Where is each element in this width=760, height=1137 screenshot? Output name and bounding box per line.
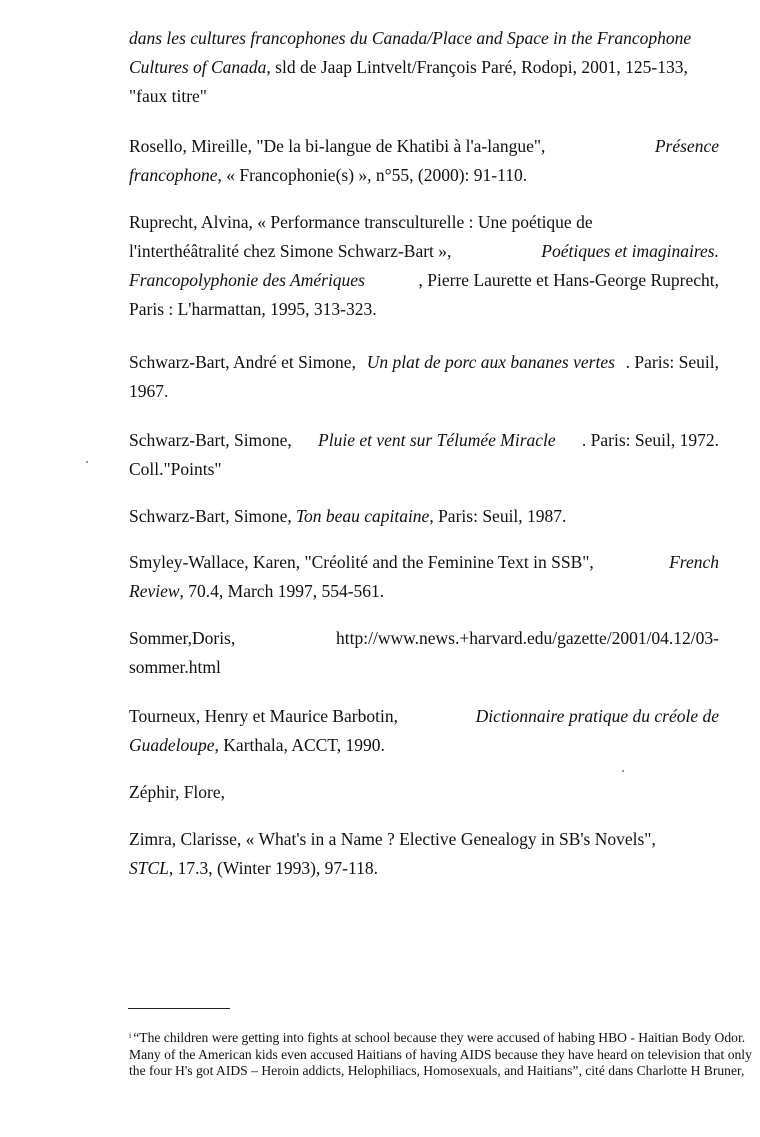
ref-text: , sld de Jaap Lintvelt/François Paré, Rodopi, 2001, 125-133, <box>266 57 688 77</box>
ref-text: . Paris: Seuil, <box>625 352 719 372</box>
ref-text: Sommer,Doris, <box>129 628 236 648</box>
bib-entry-tourneux <box>129 702 719 760</box>
footnote-text: “The children were getting into fights at school because they were accused of habing HBO - Haitian Body Odor. <box>133 1030 746 1045</box>
bib-entry-zimra <box>129 825 719 883</box>
bib-line <box>129 825 719 854</box>
bib-line <box>129 653 719 682</box>
title-text: Guadeloupe <box>129 735 215 755</box>
bib-entry-lintvelt <box>129 24 719 111</box>
bib-entry-schwarz-bart-1987 <box>129 502 719 531</box>
ref-text: , « Francophonie(s) », n°55, (2000): 91-110. <box>217 165 528 185</box>
title-text: Poétiques et imaginaires. <box>541 241 719 261</box>
footnote-text: the four H's got AIDS – Heroin addicts, Helophiliacs, Homosexuals, and Haitians”, cité dans Charlotte H Bruner, <box>129 1063 745 1078</box>
ref-text: Schwarz-Bart, Simone, <box>129 506 292 526</box>
bib-line <box>129 132 719 161</box>
ref-text: "faux titre" <box>129 86 207 106</box>
title-text: Francopolyphonie des Amériques <box>129 270 365 290</box>
bib-line <box>129 161 719 190</box>
bib-line <box>129 348 719 377</box>
footnote-marker: i <box>129 1031 132 1040</box>
bib-line <box>129 237 719 266</box>
ref-text: 1967. <box>129 381 169 401</box>
title-text: Pluie et vent sur Télumée Miracle <box>318 430 556 450</box>
footnote-line <box>129 1063 745 1080</box>
footnote-line <box>129 1046 752 1064</box>
bib-line <box>129 548 719 577</box>
ref-text: . Paris: Seuil, 1972. <box>581 430 719 450</box>
bib-line <box>129 208 719 237</box>
title-text: Un plat de porc aux bananes vertes <box>366 352 615 372</box>
bib-entry-ruprecht <box>129 208 719 324</box>
bib-line <box>129 266 719 295</box>
footnote-text: Many of the American kids even accused Haitians of having AIDS because they have heard on television that only <box>129 1046 752 1062</box>
ref-text: Schwarz-Bart, André et Simone, <box>129 352 356 372</box>
url-text: http://www.news.+harvard.edu/gazette/2001/04.12/03- <box>336 628 719 648</box>
bib-line <box>129 377 719 406</box>
ref-text: Ruprecht, Alvina, « Performance transculturelle : Une poétique de <box>129 212 593 232</box>
title-text: STCL <box>129 858 169 878</box>
ref-text: Tourneux, Henry et Maurice Barbotin, <box>129 706 398 726</box>
title-text: Présence <box>654 136 719 156</box>
ref-text: , Karthala, ACCT, 1990. <box>214 735 385 755</box>
ref-text: , Pierre Laurette et Hans-George Ruprecht, <box>418 270 719 290</box>
bib-entry-smyley-wallace <box>129 548 719 606</box>
bib-line <box>129 82 719 111</box>
title-text: dans les cultures francophones du Canada/Place and Space in the Francophone <box>129 28 692 48</box>
ref-text: , 70.4, March 1997, 554-561. <box>179 581 385 601</box>
bib-line <box>129 295 719 324</box>
ref-text: Coll."Points" <box>129 459 222 479</box>
ref-text: , 17.3, (Winter 1993), 97-118. <box>168 858 378 878</box>
title-text: Review <box>129 581 180 601</box>
ref-text: l'interthéâtralité chez Simone Schwarz-Bart », <box>129 241 452 261</box>
ref-text: , Paris: Seuil, 1987. <box>429 506 567 526</box>
scan-speck <box>86 461 88 463</box>
bib-line <box>129 854 719 883</box>
bib-line <box>129 502 719 531</box>
title-text: French <box>669 552 719 572</box>
url-text: sommer.html <box>129 657 221 677</box>
footnote-line <box>129 1030 746 1047</box>
bib-entry-schwarz-bart-1967 <box>129 348 719 406</box>
bib-line <box>129 731 719 760</box>
ref-text: Zéphir, Flore, <box>129 782 226 802</box>
bib-line <box>129 577 719 606</box>
ref-text: Paris : L'harmattan, 1995, 313-323. <box>129 299 377 319</box>
scan-speck <box>622 770 624 772</box>
bib-entry-zephir <box>129 778 719 807</box>
bib-entry-schwarz-bart-1972 <box>129 426 719 484</box>
title-text: Dictionnaire pratique du créole de <box>475 706 719 726</box>
footnote <box>129 1030 752 1080</box>
title-text: Cultures of Canada <box>129 57 267 77</box>
bib-entry-rosello <box>129 132 719 190</box>
ref-text: Rosello, Mireille, "De la bi-langue de Khatibi à l'a-langue", <box>129 136 546 156</box>
bib-line <box>129 624 719 653</box>
bib-line <box>129 455 719 484</box>
bib-entry-sommer <box>129 624 719 682</box>
bib-line <box>129 24 719 53</box>
ref-text: Smyley-Wallace, Karen, "Créolité and the Feminine Text in SSB", <box>129 552 594 572</box>
bib-line <box>129 426 719 455</box>
footnote-separator <box>128 1008 230 1009</box>
ref-text: Schwarz-Bart, Simone, <box>129 430 292 450</box>
bib-line <box>129 778 719 807</box>
ref-text: Zimra, Clarisse, « What's in a Name ? Elective Genealogy in SB's Novels", <box>129 829 656 849</box>
bib-line <box>129 702 719 731</box>
title-text: Ton beau capitaine <box>295 506 430 526</box>
bib-line <box>129 53 719 82</box>
title-text: francophone <box>129 165 218 185</box>
